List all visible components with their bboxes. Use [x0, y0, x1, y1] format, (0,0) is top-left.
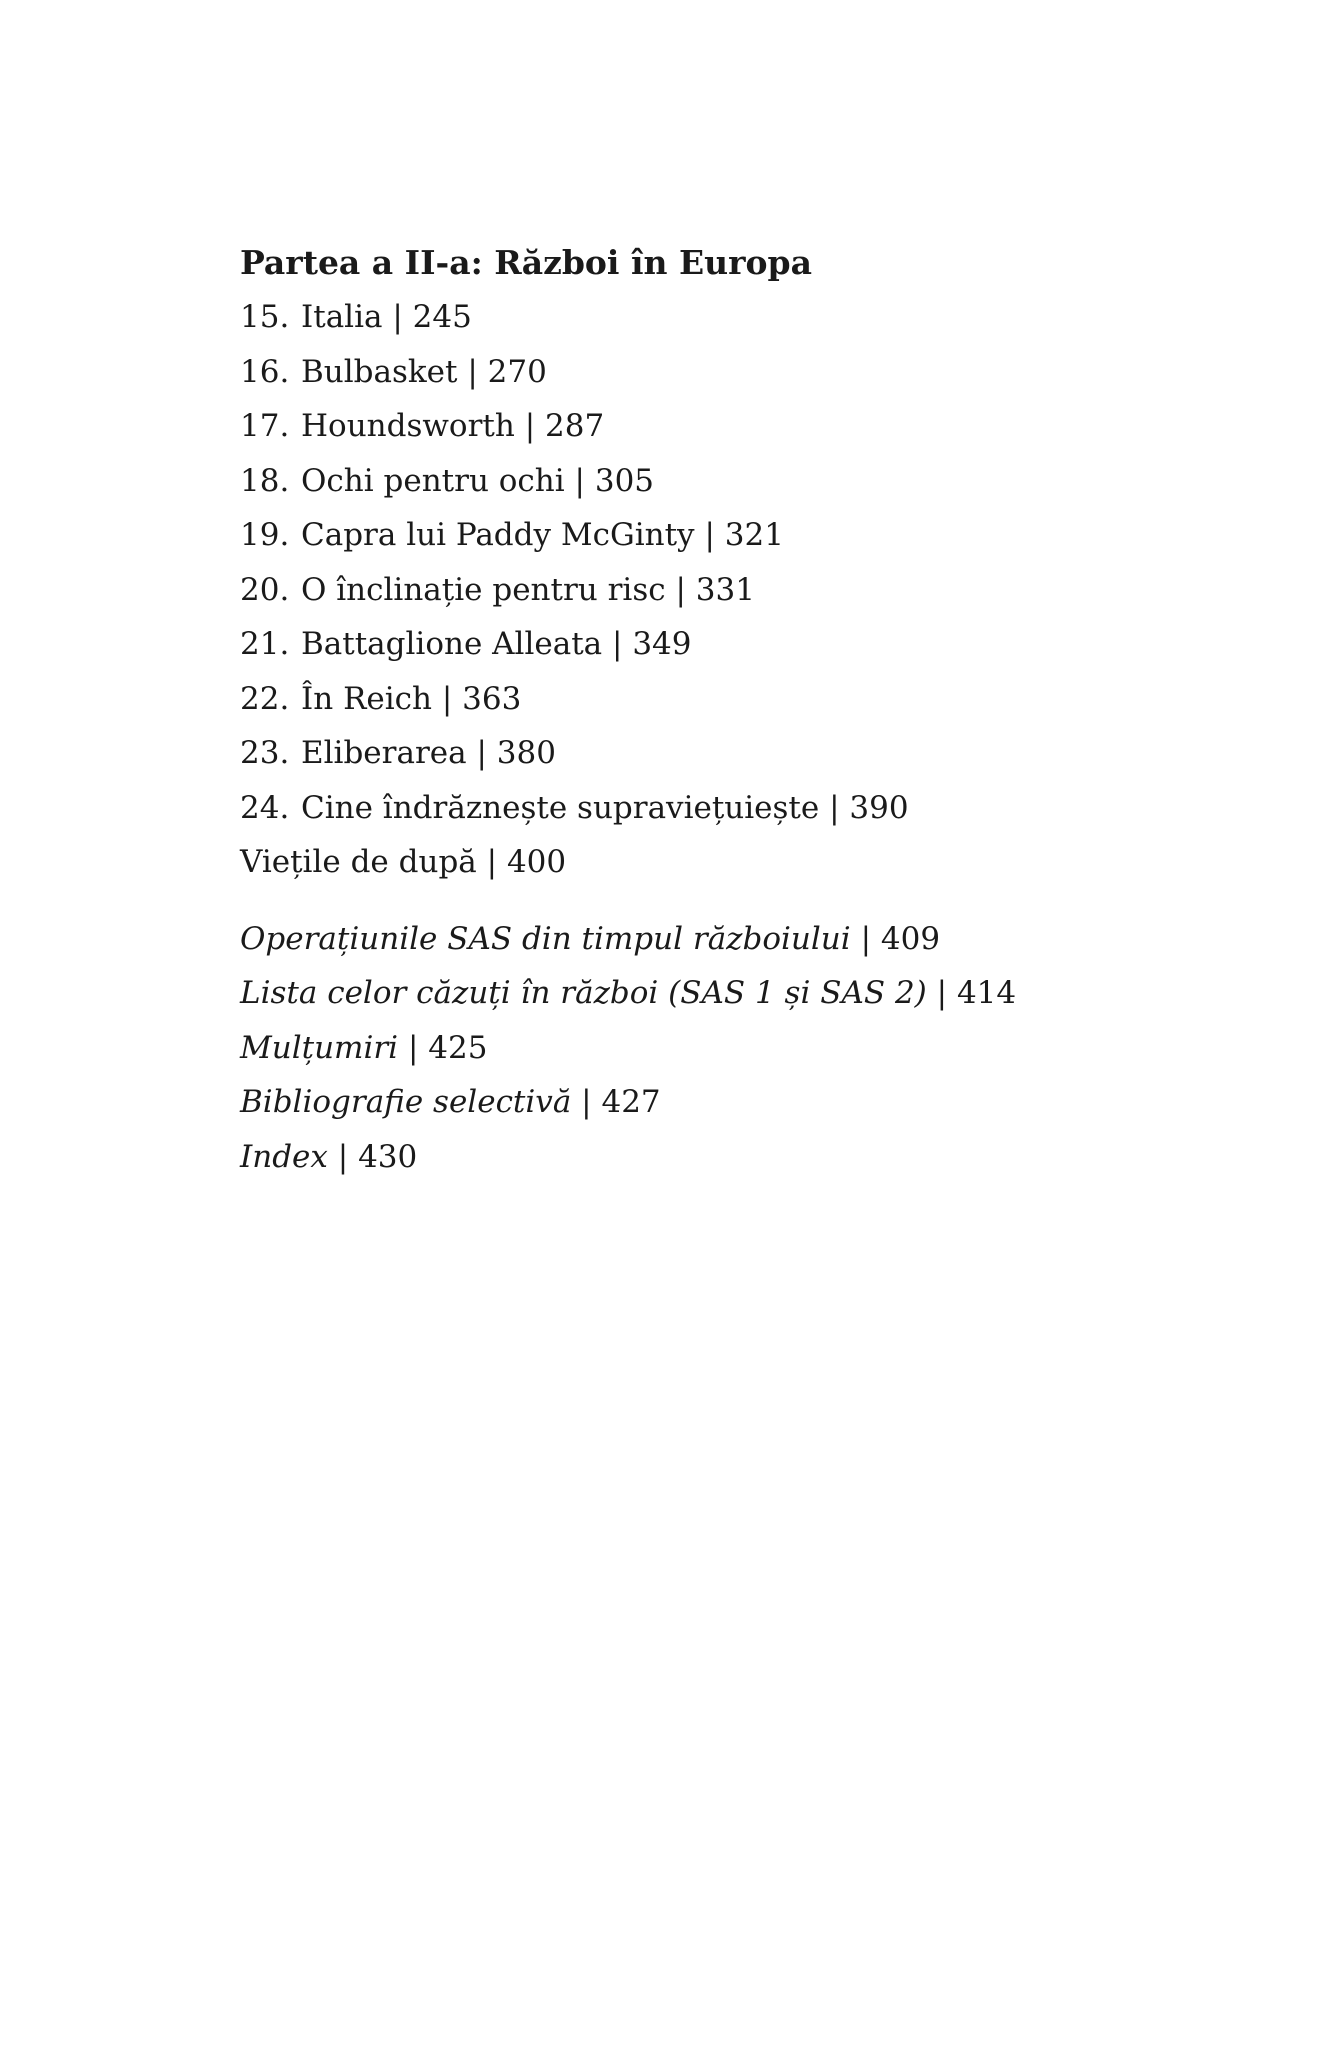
separator: | — [524, 408, 536, 444]
chapter-title: Bulbasket — [301, 353, 458, 390]
chapter-entry — [240, 726, 1240, 781]
appendix-title: Lista celor căzuți în război (SAS 1 și SAS 2) — [240, 975, 927, 1011]
chapter-title: Ochi pentru ochi — [301, 462, 565, 499]
epilogue-title: Viețile de după — [240, 844, 477, 880]
chapter-number: 19. — [240, 517, 290, 553]
chapter-title: O înclinație pentru risc — [301, 571, 666, 608]
appendix-title: Bibliografie selectivă — [240, 1084, 572, 1120]
appendix-list — [240, 912, 1240, 1185]
appendix-title: Operațiunile SAS din timpul războiului — [240, 920, 851, 957]
chapter-number: 15. — [240, 299, 290, 335]
page-number: 270 — [487, 353, 547, 390]
chapter-number: 24. — [240, 789, 290, 826]
separator: | — [612, 626, 623, 662]
page-number: 430 — [358, 1138, 418, 1175]
chapter-entry — [240, 508, 1240, 563]
separator: | — [441, 680, 453, 717]
separator: | — [476, 735, 487, 771]
page-number: 409 — [880, 920, 941, 957]
appendix-entry — [240, 1075, 1240, 1130]
page-number: 363 — [462, 680, 522, 717]
separator: | — [337, 1138, 349, 1175]
page-number: 287 — [545, 408, 605, 444]
chapter-title: Italia — [301, 299, 383, 335]
page-number: 390 — [849, 789, 909, 826]
separator: | — [407, 1029, 419, 1066]
chapter-title: Eliberarea — [301, 735, 467, 771]
appendix-title: Mulțumiri — [240, 1029, 399, 1066]
chapter-number: 18. — [240, 462, 290, 499]
appendix-title: Index — [240, 1138, 328, 1175]
part-title: Partea a II-a: Război în Europa — [240, 243, 812, 282]
section-gap — [240, 890, 1240, 912]
page-number: 305 — [594, 462, 655, 499]
chapter-number: 23. — [240, 735, 290, 771]
chapter-entry — [240, 563, 1240, 618]
chapter-list — [240, 290, 1240, 890]
separator: | — [675, 571, 686, 608]
chapter-title: În Reich — [301, 680, 432, 717]
separator: | — [581, 1084, 592, 1120]
chapter-number: 22. — [240, 680, 290, 717]
page-number: 400 — [506, 844, 567, 880]
chapter-entry — [240, 290, 1240, 345]
chapter-number: 16. — [240, 353, 290, 390]
chapter-title: Battaglione Alleata — [301, 626, 603, 662]
table-of-contents — [240, 236, 1240, 1184]
separator: | — [860, 920, 872, 957]
page-number: 380 — [496, 735, 556, 771]
chapter-number: 21. — [240, 626, 290, 662]
chapter-entry — [240, 617, 1240, 672]
chapter-number: 20. — [240, 571, 290, 608]
page-number: 414 — [956, 975, 1017, 1011]
separator: | — [467, 353, 478, 390]
appendix-entry — [240, 966, 1240, 1021]
separator: | — [829, 789, 840, 826]
appendix-entry — [240, 1021, 1240, 1076]
page-number: 245 — [412, 299, 472, 335]
chapter-entry — [240, 781, 1240, 836]
chapter-title: Capra lui Paddy McGinty — [301, 517, 695, 553]
appendix-entry — [240, 1130, 1240, 1185]
separator: | — [704, 517, 715, 553]
chapter-entry — [240, 454, 1240, 509]
chapter-title: Cine îndrăznește supraviețuiește — [301, 789, 820, 826]
chapter-title: Houndsworth — [301, 408, 515, 444]
page-number: 321 — [724, 517, 784, 553]
page-number: 349 — [632, 626, 692, 662]
epilogue-entry — [240, 835, 1240, 890]
separator: | — [936, 975, 948, 1011]
chapter-entry — [240, 672, 1240, 727]
page-number: 425 — [428, 1029, 488, 1066]
page-number: 331 — [695, 571, 755, 608]
appendix-entry — [240, 912, 1240, 967]
chapter-number: 17. — [240, 408, 290, 444]
separator: | — [486, 844, 498, 880]
separator: | — [574, 462, 585, 499]
chapter-entry — [240, 345, 1240, 400]
separator: | — [392, 299, 403, 335]
chapter-entry — [240, 399, 1240, 454]
page-number: 427 — [601, 1084, 661, 1120]
